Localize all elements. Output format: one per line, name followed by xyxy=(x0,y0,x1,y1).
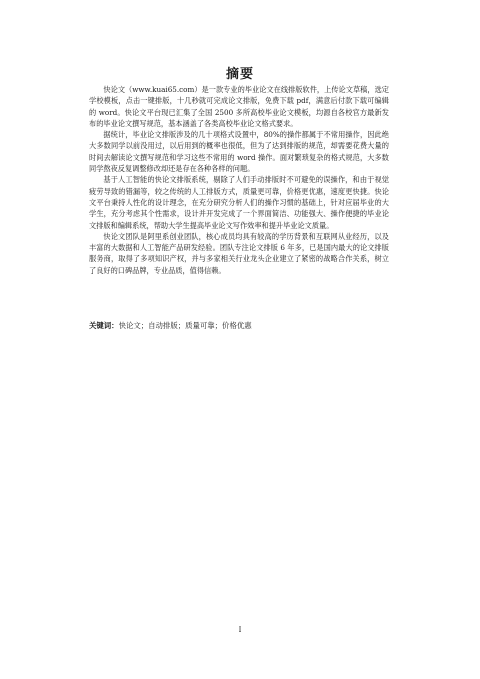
abstract-title: 摘要 xyxy=(225,67,254,82)
abstract-paragraph: 据统计，毕业论文排版涉及的几十项格式设置中，80%的操作都属于不常用操作，因此绝大多数同学以前没用过，以后用到的概率也很低，但为了达到排版的规范，却需要花费大量的时间去解读论文撰写规范和学习这些不常用的 word 操作。面对繁琐复杂的格式规范，大多数同学熬夜反复调整修改却还是存在各种各样的问题。 xyxy=(89,130,389,174)
keywords-value: 快论文；自动排版；质量可靠；价格优惠 xyxy=(118,321,252,330)
abstract-paragraph: 快论文团队是阿里系创业团队，核心成员均具有较高的学历背景和互联网从业经历，以及丰富的大数据和人工智能产品研发经验。团队专注论文排版 6 年多，已是国内最大的论文排版服务商，取得了多项知识产权，并与多家相关行业龙头企业建立了紧密的战略合作关系，树立了良好的口碑品牌，专业品质，值得信赖。 xyxy=(89,231,389,275)
abstract-body xyxy=(89,84,389,276)
abstract-paragraph: 快论文（www.kuai65.com）是一款专业的毕业论文在线排版软件，上传论文草稿，选定学校模板，点击一键排版，十几秒就可完成论文排版，免费下载 pdf，满意后付款下载可编辑的 word。快论文平台现已汇集了全国 2500 多所高校毕业论文模板，均源自各校官方最新发布的毕业论文撰写规范，基本涵盖了各类高校毕业论文格式要求。 xyxy=(89,85,389,128)
page-number: I xyxy=(238,626,242,634)
keywords-line xyxy=(89,320,389,331)
keywords-label: 关键词： xyxy=(89,321,119,330)
abstract-paragraph: 基于人工智能的快论文排版系统，剔除了人们手动排版时不可避免的误操作，和由于视觉疲劳导致的错漏等，较之传统的人工排版方式，质量更可靠，价格更优惠，速度更快捷。快论文平台秉持人性化的设计理念，在充分研究分析人们的操作习惯的基础上，针对应届毕业的大学生，充分考虑其个性需求，设计并开发完成了一个界面简洁、功能强大、操作便捷的毕业论文排版和编辑系统，帮助大学生提高毕业论文写作效率和提升毕业论文质量。 xyxy=(89,175,389,230)
